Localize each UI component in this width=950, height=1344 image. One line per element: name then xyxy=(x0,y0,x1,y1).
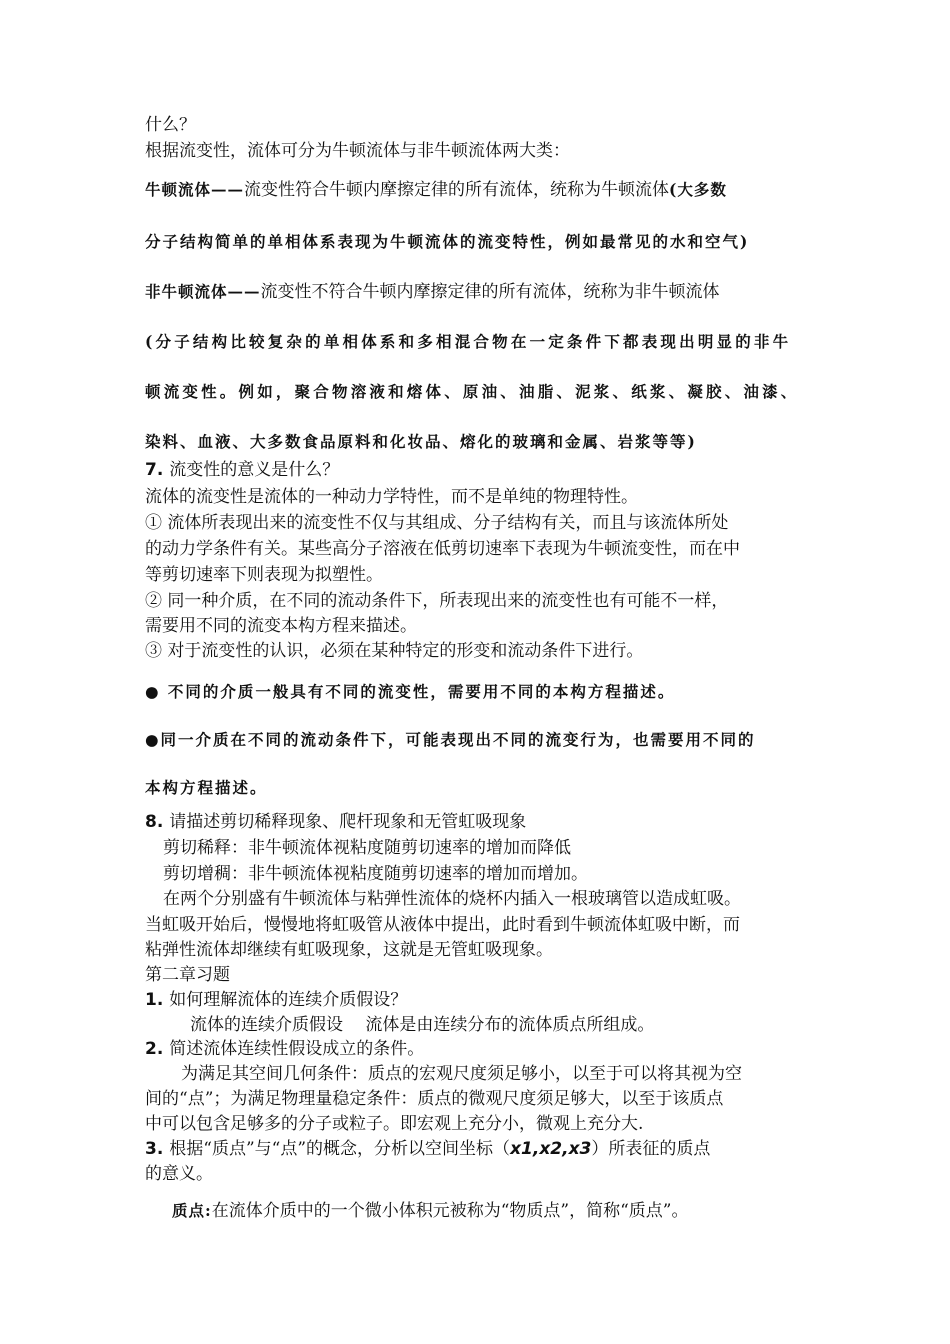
text-line: 本构方程描述。 xyxy=(145,778,268,797)
bullet-point: ● 不同的介质一般具有不同的流变性，需要用不同的本构方程描述。 xyxy=(145,682,676,701)
text-span: 流变性符合牛顿内摩擦定律的所有流体，统称为牛顿流体 xyxy=(244,180,670,200)
text-span: 在流体介质中的一个微小体积元被称为“物质点”，简称“质点”。 xyxy=(211,1201,689,1221)
newtonian-fluid-definition xyxy=(145,178,727,202)
term-newtonian-fluid: 牛顿流体—— xyxy=(145,180,245,199)
term-particle: 质点: xyxy=(172,1201,212,1220)
question-number: 3. xyxy=(145,1139,164,1159)
text-line: 流体的流变性是流体的一种动力学特性，而不是单纯的物理特性。 xyxy=(145,487,638,507)
text-line: 什么？ xyxy=(145,115,196,135)
text-line: 粘弹性流体却继续有虹吸现象，这就是无管虹吸现象。 xyxy=(145,940,553,960)
text-line: 顿流变性。例如，聚合物溶液和熔体、原油、油脂、泥浆、纸浆、凝胶、油漆、 xyxy=(145,382,800,401)
text-line: ③ 对于流变性的认识，必须在某种特定的形变和流动条件下进行。 xyxy=(145,641,644,661)
question-2 xyxy=(145,1037,424,1061)
text-line: 在两个分别盛有牛顿流体与粘弹性流体的烧杯内插入一根玻璃管以造成虹吸。 xyxy=(163,889,741,909)
question-number: 1. xyxy=(145,990,164,1010)
text-span: (大多数 xyxy=(669,180,727,199)
text-line: 分子结构简单的单相体系表现为牛顿流体的流变特性，例如最常见的水和空气) xyxy=(145,232,750,251)
question-text: 如何理解流体的连续介质假设？ xyxy=(169,990,408,1010)
question-7 xyxy=(145,458,339,482)
text-line: 间的“点”；为满足物理量稳定条件：质点的微观尺度须足够大，以至于该质点 xyxy=(145,1089,724,1109)
question-number: 8. xyxy=(145,812,164,832)
text-line: 染料、血液、大多数食品原料和化妆品、熔化的玻璃和金属、岩浆等等) xyxy=(145,432,697,451)
question-1 xyxy=(145,988,407,1012)
chapter-heading: 第二章习题 xyxy=(145,965,230,985)
coordinate-symbols: x1,x2,x3 xyxy=(510,1139,592,1159)
particle-definition xyxy=(172,1199,689,1223)
text-line: 剪切增稠：非牛顿流体视粘度随剪切速率的增加而增加。 xyxy=(163,864,588,884)
text-line: ② 同一种介质，在不同的流动条件下，所表现出来的流变性也有可能不一样， xyxy=(145,591,729,611)
text-line: 的意义。 xyxy=(145,1164,213,1184)
text-line: (分子结构比较复杂的单相体系和多相混合物在一定条件下都表现出明显的非牛 xyxy=(145,332,792,351)
question-text: 流变性的意义是什么？ xyxy=(169,460,340,480)
text-line: 中可以包含足够多的分子或粒子。即宏观上充分小，微观上充分大. xyxy=(145,1114,644,1134)
question-text: 简述流体连续性假设成立的条件。 xyxy=(169,1039,425,1059)
non-newtonian-fluid-definition xyxy=(145,280,720,304)
term-non-newtonian-fluid: 非牛顿流体—— xyxy=(145,282,261,301)
bullet-point: ●同一介质在不同的流动条件下，可能表现出不同的流变行为，也需要用不同的 xyxy=(145,730,756,749)
text-line: 需要用不同的流变本构方程来描述。 xyxy=(145,616,417,636)
question-8 xyxy=(145,810,526,834)
text-line: ① 流体所表现出来的流变性不仅与其组成、分子结构有关，而且与该流体所处 xyxy=(145,513,729,533)
question-number: 7. xyxy=(145,460,164,480)
question-3 xyxy=(145,1137,710,1161)
text-line: 等剪切速率下则表现为拟塑性。 xyxy=(145,565,383,585)
question-text: 根据“质点”与“点”的概念，分析以空间坐标（ xyxy=(169,1139,511,1159)
text-line: 当虹吸开始后，慢慢地将虹吸管从液体中提出，此时看到牛顿流体虹吸中断，而 xyxy=(145,915,740,935)
text-line: 流体的连续介质假设 流体是由连续分布的流体质点所组成。 xyxy=(190,1015,655,1035)
text-span: 流变性不符合牛顿内摩擦定律的所有流体，统称为非牛顿流体 xyxy=(260,282,720,302)
question-text: 请描述剪切稀释现象、爬杆现象和无管虹吸现象 xyxy=(169,812,527,832)
text-line: 为满足其空间几何条件：质点的宏观尺度须足够小，以至于可以将其视为空 xyxy=(181,1064,742,1084)
text-line: 根据流变性，流体可分为牛顿流体与非牛顿流体两大类： xyxy=(145,141,570,161)
question-text: ）所表征的质点 xyxy=(591,1139,711,1159)
question-number: 2. xyxy=(145,1039,164,1059)
text-line: 的动力学条件有关。某些高分子溶液在低剪切速率下表现为牛顿流变性，而在中 xyxy=(145,539,740,559)
text-line: 剪切稀释：非牛顿流体视粘度随剪切速率的增加而降低 xyxy=(163,838,571,858)
